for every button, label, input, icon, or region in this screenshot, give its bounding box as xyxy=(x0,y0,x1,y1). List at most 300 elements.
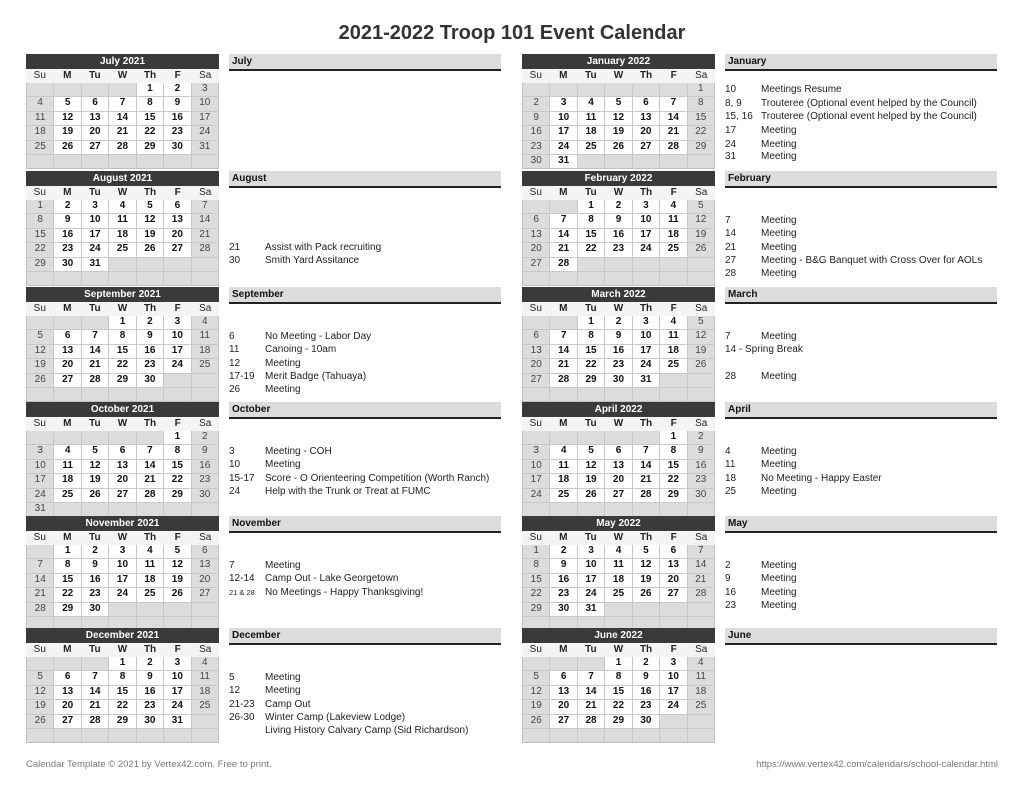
day-cell[interactable]: 25 xyxy=(54,489,80,502)
day-cell[interactable]: 28 xyxy=(550,258,576,271)
day-cell[interactable]: 19 xyxy=(688,345,714,358)
day-cell[interactable]: 8 xyxy=(164,445,190,458)
day-cell[interactable]: 27 xyxy=(633,141,659,154)
day-cell[interactable]: 25 xyxy=(605,588,631,601)
day-cell[interactable]: 25 xyxy=(27,141,53,154)
day-cell[interactable]: 6 xyxy=(54,671,80,684)
day-cell[interactable]: 8 xyxy=(578,330,604,343)
day-cell[interactable]: 1 xyxy=(605,657,631,670)
day-cell[interactable]: 2 xyxy=(688,431,714,444)
day-cell[interactable]: 22 xyxy=(660,474,686,487)
day-cell[interactable]: 7 xyxy=(27,559,53,572)
day-cell[interactable]: 9 xyxy=(605,330,631,343)
day-cell[interactable]: 29 xyxy=(605,715,631,728)
day-cell[interactable]: 19 xyxy=(688,229,714,242)
day-cell[interactable]: 11 xyxy=(660,330,686,343)
day-cell[interactable]: 29 xyxy=(523,603,549,616)
day-cell[interactable]: 23 xyxy=(137,359,163,372)
day-cell[interactable]: 17 xyxy=(633,345,659,358)
day-cell[interactable]: 21 xyxy=(82,700,108,713)
day-cell[interactable]: 19 xyxy=(137,229,163,242)
day-cell[interactable]: 30 xyxy=(192,489,218,502)
day-cell[interactable]: 4 xyxy=(688,657,714,670)
day-cell[interactable]: 18 xyxy=(109,229,135,242)
day-cell[interactable]: 15 xyxy=(109,345,135,358)
day-cell[interactable]: 15 xyxy=(605,686,631,699)
day-cell[interactable]: 9 xyxy=(164,97,190,110)
day-cell[interactable]: 23 xyxy=(164,126,190,139)
day-cell[interactable]: 27 xyxy=(605,489,631,502)
day-cell[interactable]: 16 xyxy=(523,126,549,139)
day-cell[interactable]: 30 xyxy=(164,141,190,154)
day-cell[interactable]: 10 xyxy=(164,330,190,343)
day-cell[interactable]: 16 xyxy=(688,460,714,473)
day-cell[interactable]: 28 xyxy=(82,374,108,387)
day-cell[interactable]: 20 xyxy=(605,474,631,487)
day-cell[interactable]: 29 xyxy=(137,141,163,154)
day-cell[interactable]: 5 xyxy=(688,200,714,213)
day-cell[interactable]: 28 xyxy=(578,715,604,728)
day-cell[interactable]: 15 xyxy=(27,229,53,242)
day-cell[interactable]: 14 xyxy=(688,559,714,572)
day-cell[interactable]: 5 xyxy=(27,671,53,684)
day-cell[interactable]: 31 xyxy=(550,155,576,168)
day-cell[interactable]: 5 xyxy=(578,445,604,458)
day-cell[interactable]: 10 xyxy=(578,559,604,572)
day-cell[interactable]: 23 xyxy=(633,700,659,713)
day-cell[interactable]: 28 xyxy=(550,374,576,387)
day-cell[interactable]: 14 xyxy=(660,112,686,125)
day-cell[interactable]: 26 xyxy=(164,588,190,601)
day-cell[interactable]: 5 xyxy=(137,200,163,213)
day-cell[interactable]: 24 xyxy=(109,588,135,601)
day-cell[interactable]: 30 xyxy=(82,603,108,616)
day-cell[interactable]: 21 xyxy=(137,474,163,487)
day-cell[interactable]: 27 xyxy=(660,588,686,601)
day-cell[interactable]: 24 xyxy=(82,243,108,256)
day-cell[interactable]: 9 xyxy=(137,671,163,684)
day-cell[interactable]: 12 xyxy=(688,330,714,343)
day-cell[interactable]: 6 xyxy=(54,330,80,343)
day-cell[interactable]: 4 xyxy=(660,200,686,213)
day-cell[interactable]: 18 xyxy=(688,686,714,699)
day-cell[interactable]: 1 xyxy=(137,83,163,96)
day-cell[interactable]: 2 xyxy=(54,200,80,213)
day-cell[interactable]: 9 xyxy=(523,112,549,125)
day-cell[interactable]: 14 xyxy=(192,214,218,227)
day-cell[interactable]: 9 xyxy=(192,445,218,458)
day-cell[interactable]: 26 xyxy=(633,588,659,601)
day-cell[interactable]: 2 xyxy=(523,97,549,110)
day-cell[interactable]: 31 xyxy=(192,141,218,154)
day-cell[interactable]: 4 xyxy=(192,657,218,670)
day-cell[interactable]: 19 xyxy=(164,574,190,587)
day-cell[interactable]: 24 xyxy=(633,359,659,372)
day-cell[interactable]: 22 xyxy=(109,359,135,372)
day-cell[interactable]: 25 xyxy=(660,243,686,256)
day-cell[interactable]: 31 xyxy=(633,374,659,387)
day-cell[interactable]: 18 xyxy=(660,345,686,358)
day-cell[interactable]: 11 xyxy=(578,112,604,125)
day-cell[interactable]: 15 xyxy=(578,345,604,358)
day-cell[interactable]: 16 xyxy=(605,229,631,242)
day-cell[interactable]: 12 xyxy=(633,559,659,572)
day-cell[interactable]: 18 xyxy=(137,574,163,587)
day-cell[interactable]: 7 xyxy=(578,671,604,684)
day-cell[interactable]: 18 xyxy=(54,474,80,487)
day-cell[interactable]: 26 xyxy=(523,715,549,728)
day-cell[interactable]: 29 xyxy=(164,489,190,502)
day-cell[interactable]: 6 xyxy=(192,545,218,558)
day-cell[interactable]: 13 xyxy=(633,112,659,125)
day-cell[interactable]: 9 xyxy=(137,330,163,343)
day-cell[interactable]: 1 xyxy=(688,83,714,96)
day-cell[interactable]: 22 xyxy=(523,588,549,601)
day-cell[interactable]: 17 xyxy=(550,126,576,139)
day-cell[interactable]: 3 xyxy=(109,545,135,558)
day-cell[interactable]: 2 xyxy=(605,200,631,213)
day-cell[interactable]: 11 xyxy=(605,559,631,572)
day-cell[interactable]: 4 xyxy=(54,445,80,458)
day-cell[interactable]: 12 xyxy=(27,345,53,358)
day-cell[interactable]: 29 xyxy=(109,374,135,387)
day-cell[interactable]: 15 xyxy=(54,574,80,587)
day-cell[interactable]: 5 xyxy=(688,316,714,329)
day-cell[interactable]: 27 xyxy=(523,374,549,387)
day-cell[interactable]: 6 xyxy=(164,200,190,213)
day-cell[interactable]: 21 xyxy=(550,243,576,256)
day-cell[interactable]: 24 xyxy=(164,700,190,713)
day-cell[interactable]: 30 xyxy=(633,715,659,728)
day-cell[interactable]: 11 xyxy=(192,671,218,684)
day-cell[interactable]: 24 xyxy=(633,243,659,256)
day-cell[interactable]: 8 xyxy=(523,559,549,572)
day-cell[interactable]: 16 xyxy=(550,574,576,587)
day-cell[interactable]: 13 xyxy=(523,345,549,358)
day-cell[interactable]: 14 xyxy=(137,460,163,473)
day-cell[interactable]: 29 xyxy=(27,258,53,271)
day-cell[interactable]: 30 xyxy=(54,258,80,271)
day-cell[interactable]: 17 xyxy=(578,574,604,587)
day-cell[interactable]: 12 xyxy=(137,214,163,227)
day-cell[interactable]: 15 xyxy=(688,112,714,125)
day-cell[interactable]: 20 xyxy=(54,700,80,713)
day-cell[interactable]: 19 xyxy=(27,700,53,713)
day-cell[interactable]: 23 xyxy=(605,359,631,372)
day-cell[interactable]: 24 xyxy=(578,588,604,601)
day-cell[interactable]: 27 xyxy=(54,715,80,728)
day-cell[interactable]: 29 xyxy=(578,374,604,387)
day-cell[interactable]: 3 xyxy=(192,83,218,96)
day-cell[interactable]: 7 xyxy=(688,545,714,558)
day-cell[interactable]: 18 xyxy=(550,474,576,487)
day-cell[interactable]: 19 xyxy=(578,474,604,487)
day-cell[interactable]: 26 xyxy=(54,141,80,154)
day-cell[interactable]: 9 xyxy=(550,559,576,572)
day-cell[interactable]: 25 xyxy=(137,588,163,601)
day-cell[interactable]: 22 xyxy=(578,243,604,256)
day-cell[interactable]: 5 xyxy=(82,445,108,458)
day-cell[interactable]: 18 xyxy=(605,574,631,587)
day-cell[interactable]: 25 xyxy=(192,359,218,372)
day-cell[interactable]: 1 xyxy=(54,545,80,558)
day-cell[interactable]: 13 xyxy=(660,559,686,572)
day-cell[interactable]: 20 xyxy=(109,474,135,487)
day-cell[interactable]: 1 xyxy=(109,657,135,670)
day-cell[interactable]: 18 xyxy=(27,126,53,139)
day-cell[interactable]: 7 xyxy=(660,97,686,110)
day-cell[interactable]: 22 xyxy=(578,359,604,372)
day-cell[interactable]: 12 xyxy=(523,686,549,699)
day-cell[interactable]: 12 xyxy=(82,460,108,473)
day-cell[interactable]: 10 xyxy=(660,671,686,684)
day-cell[interactable]: 4 xyxy=(109,200,135,213)
day-cell[interactable]: 8 xyxy=(605,671,631,684)
day-cell[interactable]: 8 xyxy=(109,330,135,343)
day-cell[interactable]: 26 xyxy=(137,243,163,256)
day-cell[interactable]: 2 xyxy=(633,657,659,670)
day-cell[interactable]: 5 xyxy=(633,545,659,558)
day-cell[interactable]: 7 xyxy=(137,445,163,458)
day-cell[interactable]: 20 xyxy=(192,574,218,587)
day-cell[interactable]: 29 xyxy=(54,603,80,616)
day-cell[interactable]: 6 xyxy=(523,330,549,343)
day-cell[interactable]: 16 xyxy=(137,345,163,358)
day-cell[interactable]: 13 xyxy=(54,686,80,699)
day-cell[interactable]: 20 xyxy=(550,700,576,713)
day-cell[interactable]: 26 xyxy=(27,374,53,387)
day-cell[interactable]: 5 xyxy=(164,545,190,558)
day-cell[interactable]: 17 xyxy=(523,474,549,487)
day-cell[interactable]: 10 xyxy=(192,97,218,110)
day-cell[interactable]: 4 xyxy=(605,545,631,558)
day-cell[interactable]: 22 xyxy=(109,700,135,713)
day-cell[interactable]: 22 xyxy=(137,126,163,139)
day-cell[interactable]: 24 xyxy=(523,489,549,502)
day-cell[interactable]: 19 xyxy=(82,474,108,487)
day-cell[interactable]: 25 xyxy=(688,700,714,713)
day-cell[interactable]: 29 xyxy=(688,141,714,154)
day-cell[interactable]: 31 xyxy=(27,503,53,516)
day-cell[interactable]: 14 xyxy=(633,460,659,473)
day-cell[interactable]: 8 xyxy=(578,214,604,227)
day-cell[interactable]: 26 xyxy=(578,489,604,502)
day-cell[interactable]: 30 xyxy=(688,489,714,502)
day-cell[interactable]: 8 xyxy=(27,214,53,227)
day-cell[interactable]: 7 xyxy=(82,671,108,684)
day-cell[interactable]: 17 xyxy=(660,686,686,699)
day-cell[interactable]: 6 xyxy=(82,97,108,110)
day-cell[interactable]: 26 xyxy=(82,489,108,502)
day-cell[interactable]: 11 xyxy=(688,671,714,684)
day-cell[interactable]: 3 xyxy=(523,445,549,458)
day-cell[interactable]: 1 xyxy=(578,200,604,213)
day-cell[interactable]: 13 xyxy=(523,229,549,242)
day-cell[interactable]: 27 xyxy=(523,258,549,271)
day-cell[interactable]: 10 xyxy=(27,460,53,473)
day-cell[interactable]: 23 xyxy=(192,474,218,487)
day-cell[interactable]: 16 xyxy=(633,686,659,699)
day-cell[interactable]: 23 xyxy=(137,700,163,713)
day-cell[interactable]: 19 xyxy=(54,126,80,139)
day-cell[interactable]: 20 xyxy=(523,359,549,372)
day-cell[interactable]: 22 xyxy=(54,588,80,601)
day-cell[interactable]: 24 xyxy=(192,126,218,139)
day-cell[interactable]: 20 xyxy=(633,126,659,139)
day-cell[interactable]: 24 xyxy=(660,700,686,713)
day-cell[interactable]: 11 xyxy=(54,460,80,473)
day-cell[interactable]: 26 xyxy=(27,715,53,728)
day-cell[interactable]: 9 xyxy=(82,559,108,572)
day-cell[interactable]: 4 xyxy=(27,97,53,110)
day-cell[interactable]: 27 xyxy=(192,588,218,601)
day-cell[interactable]: 15 xyxy=(660,460,686,473)
day-cell[interactable]: 21 xyxy=(192,229,218,242)
day-cell[interactable]: 14 xyxy=(578,686,604,699)
day-cell[interactable]: 12 xyxy=(54,112,80,125)
day-cell[interactable]: 22 xyxy=(688,126,714,139)
day-cell[interactable]: 28 xyxy=(109,141,135,154)
day-cell[interactable]: 30 xyxy=(137,374,163,387)
day-cell[interactable]: 21 xyxy=(109,126,135,139)
day-cell[interactable]: 28 xyxy=(27,603,53,616)
day-cell[interactable]: 9 xyxy=(688,445,714,458)
day-cell[interactable]: 19 xyxy=(27,359,53,372)
day-cell[interactable]: 3 xyxy=(660,657,686,670)
day-cell[interactable]: 10 xyxy=(523,460,549,473)
day-cell[interactable]: 26 xyxy=(688,359,714,372)
day-cell[interactable]: 17 xyxy=(164,345,190,358)
day-cell[interactable]: 26 xyxy=(688,243,714,256)
day-cell[interactable]: 18 xyxy=(192,686,218,699)
day-cell[interactable]: 21 xyxy=(660,126,686,139)
day-cell[interactable]: 25 xyxy=(109,243,135,256)
day-cell[interactable]: 11 xyxy=(660,214,686,227)
day-cell[interactable]: 4 xyxy=(192,316,218,329)
day-cell[interactable]: 17 xyxy=(633,229,659,242)
day-cell[interactable]: 23 xyxy=(54,243,80,256)
day-cell[interactable]: 30 xyxy=(523,155,549,168)
day-cell[interactable]: 10 xyxy=(164,671,190,684)
day-cell[interactable]: 10 xyxy=(633,330,659,343)
day-cell[interactable]: 13 xyxy=(82,112,108,125)
day-cell[interactable]: 6 xyxy=(109,445,135,458)
day-cell[interactable]: 25 xyxy=(660,359,686,372)
day-cell[interactable]: 27 xyxy=(82,141,108,154)
day-cell[interactable]: 21 xyxy=(633,474,659,487)
day-cell[interactable]: 3 xyxy=(633,316,659,329)
day-cell[interactable]: 3 xyxy=(550,97,576,110)
day-cell[interactable]: 11 xyxy=(137,559,163,572)
day-cell[interactable]: 8 xyxy=(54,559,80,572)
day-cell[interactable]: 28 xyxy=(82,715,108,728)
day-cell[interactable]: 9 xyxy=(633,671,659,684)
day-cell[interactable]: 16 xyxy=(164,112,190,125)
day-cell[interactable]: 7 xyxy=(109,97,135,110)
day-cell[interactable]: 23 xyxy=(688,474,714,487)
day-cell[interactable]: 4 xyxy=(137,545,163,558)
day-cell[interactable]: 20 xyxy=(660,574,686,587)
day-cell[interactable]: 20 xyxy=(164,229,190,242)
day-cell[interactable]: 3 xyxy=(82,200,108,213)
day-cell[interactable]: 13 xyxy=(192,559,218,572)
day-cell[interactable]: 26 xyxy=(605,141,631,154)
day-cell[interactable]: 8 xyxy=(137,97,163,110)
day-cell[interactable]: 7 xyxy=(633,445,659,458)
day-cell[interactable]: 21 xyxy=(82,359,108,372)
day-cell[interactable]: 16 xyxy=(137,686,163,699)
day-cell[interactable]: 27 xyxy=(164,243,190,256)
day-cell[interactable]: 5 xyxy=(605,97,631,110)
day-cell[interactable]: 21 xyxy=(578,700,604,713)
day-cell[interactable]: 30 xyxy=(550,603,576,616)
day-cell[interactable]: 28 xyxy=(633,489,659,502)
day-cell[interactable]: 5 xyxy=(54,97,80,110)
day-cell[interactable]: 12 xyxy=(27,686,53,699)
day-cell[interactable]: 8 xyxy=(688,97,714,110)
day-cell[interactable]: 8 xyxy=(660,445,686,458)
day-cell[interactable]: 21 xyxy=(27,588,53,601)
day-cell[interactable]: 10 xyxy=(550,112,576,125)
day-cell[interactable]: 6 xyxy=(550,671,576,684)
day-cell[interactable]: 31 xyxy=(164,715,190,728)
day-cell[interactable]: 2 xyxy=(137,316,163,329)
day-cell[interactable]: 3 xyxy=(164,657,190,670)
day-cell[interactable]: 28 xyxy=(660,141,686,154)
day-cell[interactable]: 30 xyxy=(605,374,631,387)
day-cell[interactable]: 20 xyxy=(54,359,80,372)
day-cell[interactable]: 25 xyxy=(550,489,576,502)
day-cell[interactable]: 14 xyxy=(550,345,576,358)
day-cell[interactable]: 18 xyxy=(660,229,686,242)
day-cell[interactable]: 17 xyxy=(164,686,190,699)
day-cell[interactable]: 20 xyxy=(82,126,108,139)
day-cell[interactable]: 25 xyxy=(192,700,218,713)
day-cell[interactable]: 28 xyxy=(688,588,714,601)
day-cell[interactable]: 23 xyxy=(550,588,576,601)
day-cell[interactable]: 12 xyxy=(578,460,604,473)
day-cell[interactable]: 21 xyxy=(688,574,714,587)
day-cell[interactable]: 16 xyxy=(54,229,80,242)
day-cell[interactable]: 10 xyxy=(633,214,659,227)
day-cell[interactable]: 24 xyxy=(27,489,53,502)
day-cell[interactable]: 7 xyxy=(192,200,218,213)
day-cell[interactable]: 2 xyxy=(192,431,218,444)
day-cell[interactable]: 1 xyxy=(660,431,686,444)
day-cell[interactable]: 15 xyxy=(523,574,549,587)
day-cell[interactable]: 24 xyxy=(164,359,190,372)
day-cell[interactable]: 11 xyxy=(27,112,53,125)
day-cell[interactable]: 6 xyxy=(523,214,549,227)
day-cell[interactable]: 29 xyxy=(109,715,135,728)
day-cell[interactable]: 13 xyxy=(605,460,631,473)
day-cell[interactable]: 23 xyxy=(523,141,549,154)
day-cell[interactable]: 27 xyxy=(550,715,576,728)
day-cell[interactable]: 22 xyxy=(605,700,631,713)
day-cell[interactable]: 5 xyxy=(523,671,549,684)
day-cell[interactable]: 11 xyxy=(109,214,135,227)
day-cell[interactable]: 19 xyxy=(523,700,549,713)
day-cell[interactable]: 13 xyxy=(54,345,80,358)
day-cell[interactable]: 28 xyxy=(137,489,163,502)
day-cell[interactable]: 10 xyxy=(82,214,108,227)
day-cell[interactable]: 16 xyxy=(192,460,218,473)
day-cell[interactable]: 9 xyxy=(54,214,80,227)
day-cell[interactable]: 7 xyxy=(82,330,108,343)
day-cell[interactable]: 7 xyxy=(550,214,576,227)
day-cell[interactable]: 15 xyxy=(578,229,604,242)
day-cell[interactable]: 12 xyxy=(688,214,714,227)
